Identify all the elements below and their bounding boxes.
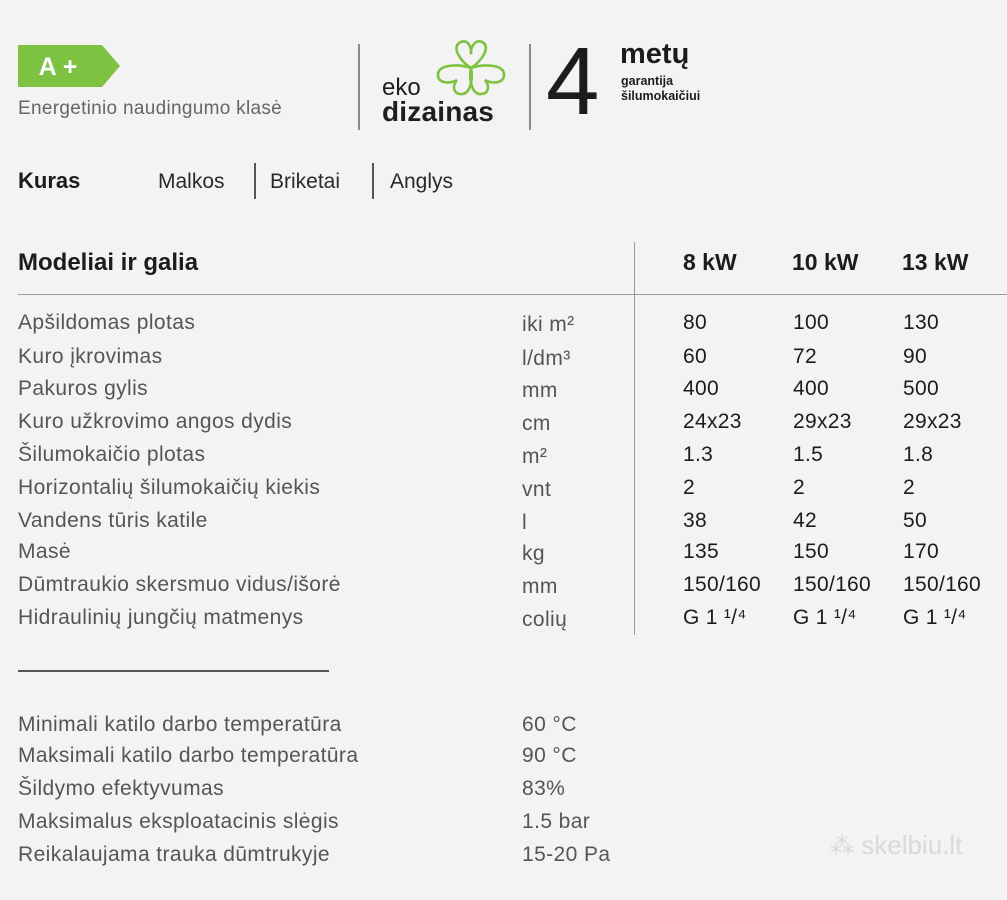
param-label: Minimali katilo darbo temperatūra [18, 713, 342, 736]
row-unit: kg [522, 542, 545, 565]
param-value: 83% [522, 777, 566, 800]
section-divider [18, 670, 329, 672]
header-divider [358, 44, 360, 130]
param-row [0, 777, 1007, 810]
fuel-label: Kuras [18, 168, 81, 193]
row-value-10kw: G 1 ¹/⁴ [793, 606, 857, 629]
row-value-8kw: 135 [683, 540, 719, 563]
table-row [0, 540, 1007, 573]
param-label: Reikalaujama trauka dūmtrukyje [18, 843, 330, 866]
row-label: Vandens tūris katile [18, 509, 208, 532]
row-value-13kw: 1.8 [903, 443, 934, 466]
row-value-13kw: 90 [903, 345, 927, 368]
watermark-text: skelbiu.lt [861, 830, 963, 860]
watermark-icon: ⁂ [830, 833, 854, 860]
row-value-8kw: 2 [683, 476, 695, 499]
row-label: Apšildomas plotas [18, 311, 196, 334]
row-value-10kw: 150 [793, 540, 829, 563]
warranty-subtitle [621, 74, 700, 104]
param-value: 60 °C [522, 713, 577, 736]
row-value-10kw: 1.5 [793, 443, 824, 466]
row-label: Kuro įkrovimas [18, 345, 163, 368]
param-value: 90 °C [522, 744, 577, 767]
row-unit: cm [522, 412, 551, 435]
energy-class-label: A + [38, 53, 78, 81]
warranty-line2: šilumokaičiui [621, 89, 701, 103]
eko-line2: dizainas [382, 96, 495, 127]
row-unit: l [522, 511, 528, 534]
row-value-10kw: 400 [793, 377, 829, 400]
fuel-item-anglys: Anglys [390, 170, 454, 193]
table-row [0, 345, 1007, 378]
warranty-line1: garantija [621, 74, 674, 88]
fuel-separator [372, 163, 374, 199]
row-value-13kw: 150/160 [903, 573, 982, 596]
fuel-item-malkos: Malkos [158, 170, 225, 193]
param-value: 15-20 Pa [522, 843, 611, 866]
row-value-10kw: 72 [793, 345, 817, 368]
fuel-item-briketai: Briketai [270, 170, 341, 193]
table-header-divider [18, 294, 1007, 295]
row-value-13kw: G 1 ¹/⁴ [903, 606, 967, 629]
row-label: Masė [18, 540, 71, 563]
eko-line1: eko [382, 74, 421, 101]
param-row [0, 713, 1007, 746]
row-value-10kw: 2 [793, 476, 805, 499]
param-row [0, 744, 1007, 777]
watermark [830, 830, 962, 861]
fuel-separator [254, 163, 256, 199]
row-value-13kw: 29x23 [903, 410, 962, 433]
table-row [0, 410, 1007, 443]
table-title: Modeliai ir galia [18, 249, 199, 276]
row-label: Hidraulinių jungčių matmenys [18, 606, 304, 629]
row-value-8kw: 60 [683, 345, 707, 368]
row-value-13kw: 170 [903, 540, 939, 563]
table-row [0, 377, 1007, 410]
row-value-8kw: 80 [683, 311, 707, 334]
header-divider-2 [529, 44, 531, 130]
warranty-number-text: 4 [546, 38, 600, 122]
row-label: Pakuros gylis [18, 377, 149, 400]
table-row [0, 443, 1007, 476]
row-value-8kw: 1.3 [683, 443, 714, 466]
warranty-number [544, 38, 610, 122]
row-unit: mm [522, 379, 558, 402]
row-label: Horizontalių šilumokaičių kiekis [18, 476, 321, 499]
eko-dizainas-logo [382, 74, 495, 127]
param-label: Maksimali katilo darbo temperatūra [18, 744, 359, 767]
table-row [0, 573, 1007, 606]
row-unit: l/dm³ [522, 347, 571, 370]
row-value-8kw: G 1 ¹/⁴ [683, 606, 747, 629]
energy-class-caption: Energetinio naudingumo klasė [18, 98, 283, 119]
row-unit: m² [522, 445, 548, 468]
param-value: 1.5 bar [522, 810, 591, 833]
model-header-13kw: 13 kW [902, 249, 969, 275]
table-row [0, 311, 1007, 344]
table-row [0, 509, 1007, 542]
model-header-10kw: 10 kW [792, 249, 859, 275]
row-value-13kw: 50 [903, 509, 927, 532]
row-value-13kw: 2 [903, 476, 915, 499]
row-unit: vnt [522, 478, 552, 501]
row-unit: colių [522, 608, 568, 631]
model-header-8kw: 8 kW [683, 249, 737, 275]
row-label: Dūmtraukio skersmuo vidus/išorė [18, 573, 341, 596]
row-unit: mm [522, 575, 558, 598]
row-value-13kw: 500 [903, 377, 939, 400]
param-label: Šildymo efektyvumas [18, 777, 225, 800]
param-label: Maksimalus eksploatacinis slėgis [18, 810, 339, 833]
row-value-13kw: 130 [903, 311, 939, 334]
row-value-10kw: 100 [793, 311, 829, 334]
row-label: Šilumokaičio plotas [18, 443, 206, 466]
row-label: Kuro užkrovimo angos dydis [18, 410, 293, 433]
table-row [0, 606, 1007, 639]
row-value-10kw: 150/160 [793, 573, 872, 596]
row-unit: iki m² [522, 313, 575, 336]
row-value-8kw: 38 [683, 509, 707, 532]
energy-class-badge [18, 45, 120, 87]
warranty-title: metų [620, 38, 690, 70]
row-value-8kw: 150/160 [683, 573, 762, 596]
row-value-8kw: 24x23 [683, 410, 742, 433]
row-value-8kw: 400 [683, 377, 719, 400]
table-row [0, 476, 1007, 509]
row-value-10kw: 42 [793, 509, 817, 532]
row-value-10kw: 29x23 [793, 410, 852, 433]
